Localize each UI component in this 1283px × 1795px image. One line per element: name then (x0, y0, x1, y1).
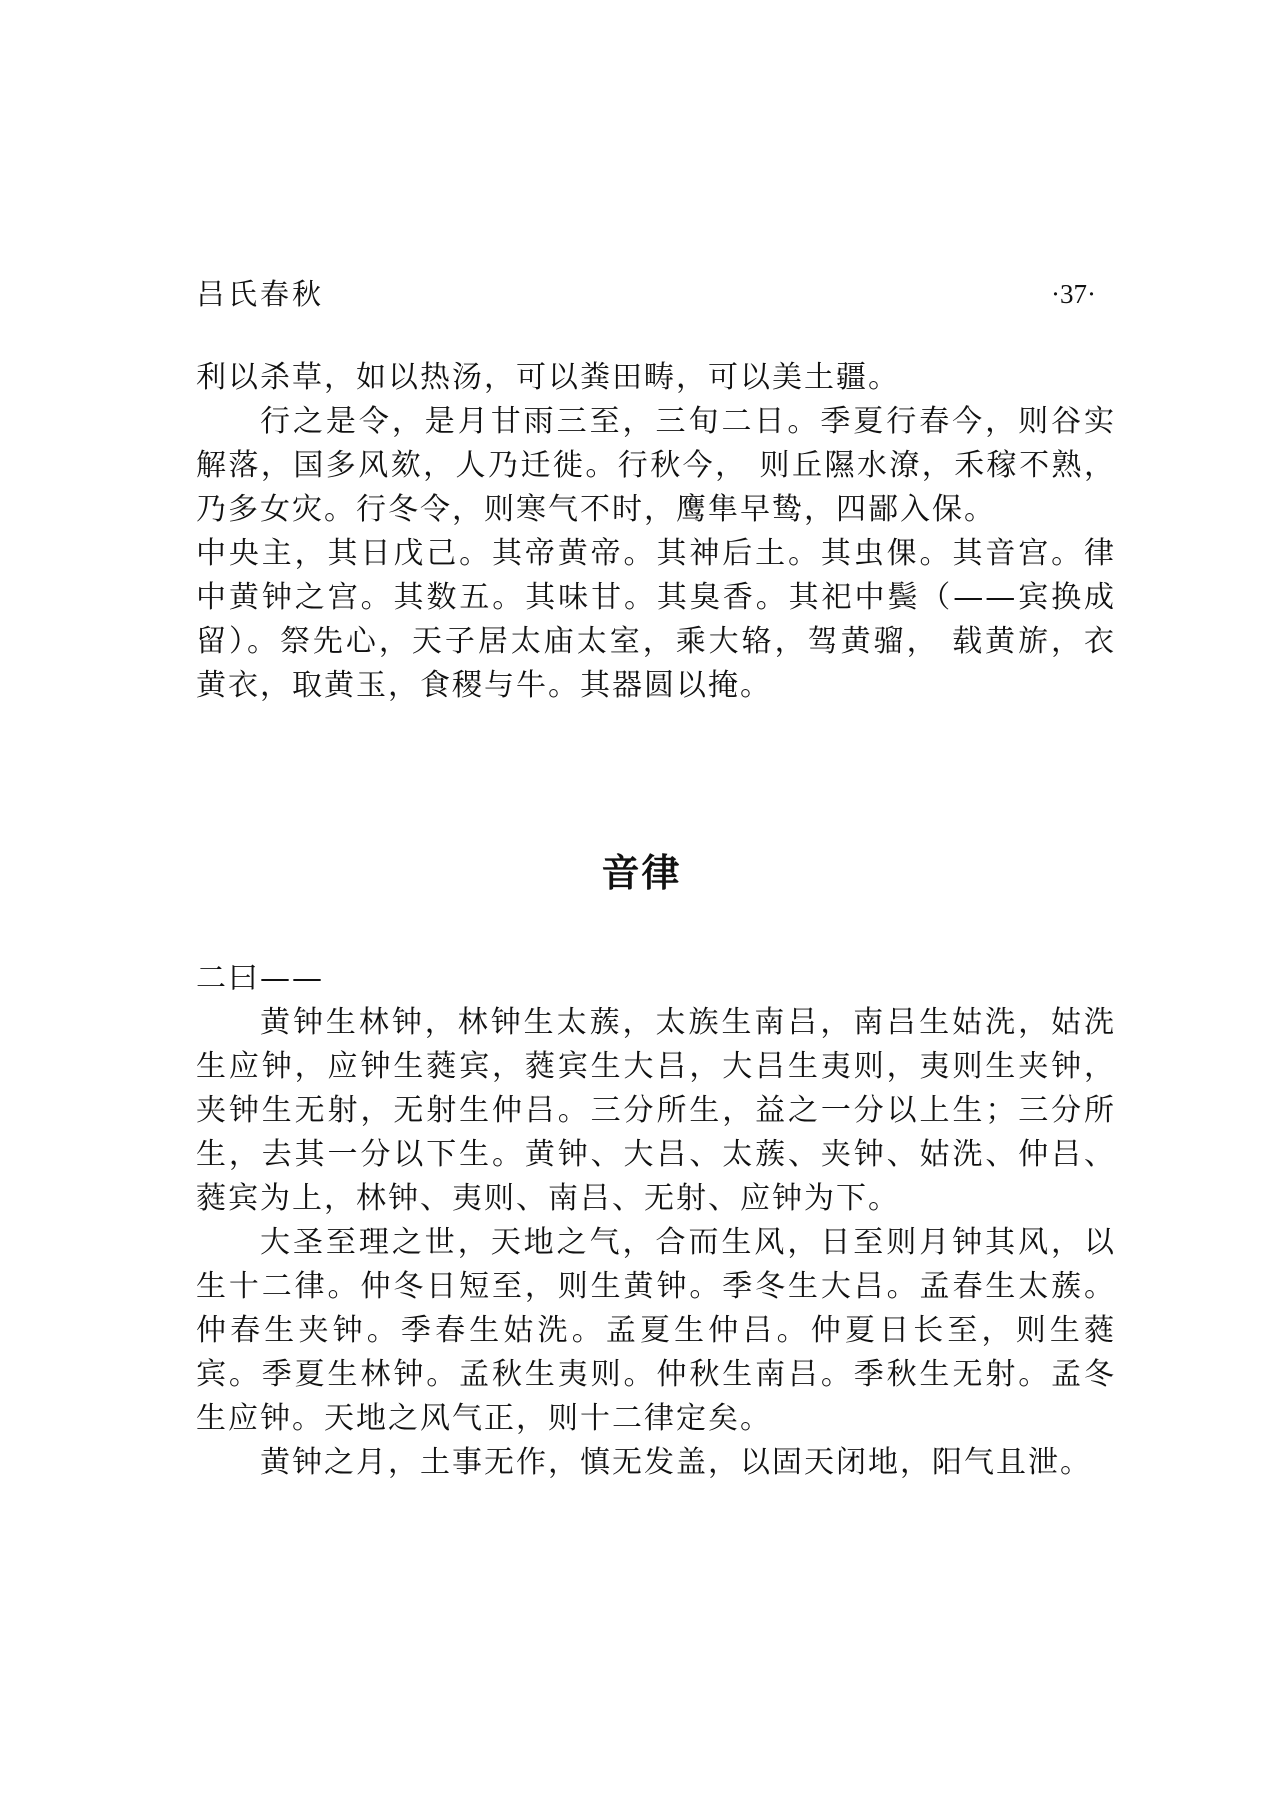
paragraph: 行之是令，是月甘雨三至，三旬二日。季夏行春今，则谷实解落，国多风欬，人乃迁徙。行秋今， 则丘隰水潦，禾稼不熟，乃多女灾。行冬令，则寒气不时，鹰隼早鸷，四鄙入保。 (196, 404, 1116, 527)
paragraph-continued: 利以杀草，如以热汤，可以粪田畴，可以美土疆。 (196, 360, 900, 395)
section-heading: 音律 (601, 851, 682, 895)
paragraph: 中央主，其日戊己。其帝黄帝。其神后土。其虫倮。其音宫。律中黄钟之宫。其数五。其味甘。其臭香。其祀中鬓（——宾换成留）。祭先心，天子居太庙太室，乘大辂，驾黄骝， 载黄旂，衣黄衣，取黄玉，食稷与牛。其器圆以掩。 (196, 536, 1116, 703)
running-header (196, 276, 1096, 316)
section-two-text (196, 957, 1116, 1485)
paragraph: 黄钟生林钟，林钟生太蔟，太族生南吕，南吕生姑洗，姑洗生应钟，应钟生蕤宾，蕤宾生大吕，大吕生夷则，夷则生夹钟，夹钟生无射，无射生仲吕。三分所生，益之一分以上生；三分所生，去其一分以下生。黄钟、大吕、太蔟、夹钟、姑洗、仲吕、蕤宾为上，林钟、夷则、南吕、无射、应钟为下。 (196, 1005, 1116, 1216)
page-number: ·37· (1051, 279, 1096, 309)
paragraph: 黄钟之月，土事无作，慎无发盖，以固天闭地，阳气且泄。 (260, 1445, 1092, 1480)
paragraph: 大圣至理之世，天地之气，合而生风，日至则月钟其风，以生十二律。仲冬日短至，则生黄钟。季冬生大吕。孟春生太蔟。仲春生夹钟。季春生姑洗。孟夏生仲吕。仲夏日长至，则生蕤宾。季夏生林钟。孟秋生夷则。仲秋生南吕。季秋生无射。孟冬生应钟。天地之风气正，则十二律定矣。 (196, 1225, 1116, 1436)
section-intro: 二曰—— (196, 961, 324, 996)
section-one-text (196, 356, 1116, 708)
book-title: 吕氏春秋 (196, 277, 325, 311)
